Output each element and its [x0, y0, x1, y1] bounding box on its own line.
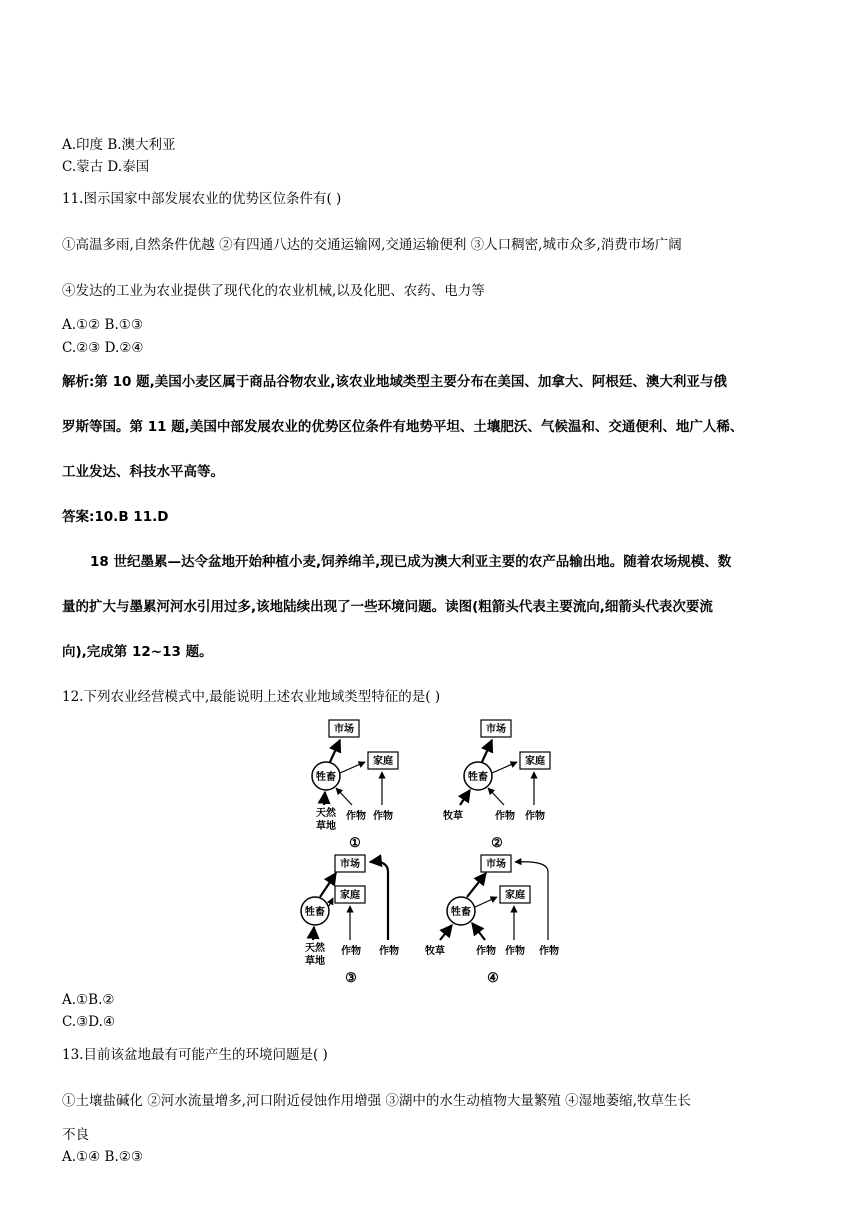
- crop-label: 作物: [373, 811, 393, 822]
- diagram-number: ②: [491, 836, 503, 851]
- natural-grass-label-2: 草地: [305, 956, 325, 967]
- market-label: 市场: [340, 859, 360, 870]
- diagram-3: [301, 855, 399, 986]
- crop-label: 作物: [525, 811, 545, 822]
- q12-options-line2: C.③D.④: [62, 1014, 115, 1030]
- q12-options-line1: A.①B.②: [62, 992, 115, 1008]
- q11-statement-line1: ①高温多雨,自然条件优越 ②有四通八达的交通运输网,交通运输便利 ③人口稠密,城市众多,消费市场广阔: [62, 237, 682, 253]
- crop-label: 作物: [505, 946, 525, 957]
- family-label: 家庭: [505, 890, 525, 901]
- q12-stem: 12.下列农业经营模式中,最能说明上述农业地域类型特征的是( ): [62, 689, 441, 705]
- q11-statement-line2: ④发达的工业为农业提供了现代化的农业机械,以及化肥、农药、电力等: [62, 283, 485, 299]
- crop-label: 作物: [539, 946, 559, 957]
- q13-statement-line1: ①土壤盐碱化 ②河水流量增多,河口附近侵蚀作用增强 ③湖中的水生动植物大量繁殖 ④湿地萎缩,牧草生长: [62, 1093, 691, 1109]
- livestock-label: 牲畜: [451, 907, 471, 918]
- family-label: 家庭: [340, 890, 360, 901]
- q13-stem: 13.目前该盆地最有可能产生的环境问题是( ): [62, 1047, 328, 1063]
- crop-label: 作物: [341, 946, 361, 957]
- natural-grass-label-1: 天然: [305, 943, 325, 954]
- diagram-4: [425, 855, 559, 986]
- market-label: 市场: [486, 859, 506, 870]
- natural-grass-label-2: 草地: [316, 821, 336, 832]
- market-label: 市场: [334, 724, 354, 735]
- q13-statement-line2: 不良: [62, 1127, 89, 1143]
- livestock-label: 牲畜: [468, 772, 488, 783]
- livestock-label: 牲畜: [316, 772, 336, 783]
- diagram-1: [312, 720, 398, 851]
- q13-options-line1: A.①④ B.②③: [62, 1149, 143, 1165]
- diagram-number: ④: [487, 971, 499, 986]
- natural-grass-label-1: 天然: [316, 808, 336, 819]
- diagram-number: ①: [349, 836, 361, 851]
- crop-label: 作物: [476, 946, 496, 957]
- q10-options-line2: C.蒙古 D.泰国: [62, 159, 150, 175]
- diagram-2: [443, 720, 550, 851]
- q11-stem: 11.图示国家中部发展农业的优势区位条件有( ): [62, 191, 342, 207]
- livestock-label: 牲畜: [305, 907, 325, 918]
- market-label: 市场: [486, 724, 506, 735]
- family-label: 家庭: [373, 756, 393, 767]
- family-label: 家庭: [525, 756, 545, 767]
- diagram-number: ③: [345, 971, 357, 986]
- analysis-line2: 罗斯等国。第 11 题,美国中部发展农业的优势区位条件有地势平坦、土壤肥沃、气候温和、交通便利、地广人稀、: [62, 419, 744, 435]
- passage-line2: 量的扩大与墨累河河水引用过多,该地陆续出现了一些环境问题。读图(粗箭头代表主要流向,细箭头代表次要流: [62, 599, 713, 615]
- pasture-label: 牧草: [443, 811, 463, 822]
- crop-label: 作物: [346, 811, 366, 822]
- q11-options-line1: A.①② B.①③: [62, 317, 143, 333]
- pasture-label: 牧草: [425, 946, 445, 957]
- passage-line3: 向),完成第 12~13 题。: [62, 644, 213, 660]
- crop-label: 作物: [379, 946, 399, 957]
- analysis-line1: 解析:第 10 题,美国小麦区属于商品谷物农业,该农业地域类型主要分布在美国、加拿大、阿根廷、澳大利亚与俄: [62, 374, 727, 390]
- analysis-line3: 工业发达、科技水平高等。: [62, 464, 224, 480]
- q10-options-line1: A.印度 B.澳大利亚: [62, 137, 176, 153]
- passage-line1: 18 世纪墨累—达令盆地开始种植小麦,饲养绵羊,现已成为澳大利亚主要的农产品输出地。随着农场规模、数: [90, 554, 732, 570]
- answer-line: 答案:10.B 11.D: [62, 509, 169, 525]
- crop-label: 作物: [495, 811, 515, 822]
- q11-options-line2: C.②③ D.②④: [62, 340, 144, 356]
